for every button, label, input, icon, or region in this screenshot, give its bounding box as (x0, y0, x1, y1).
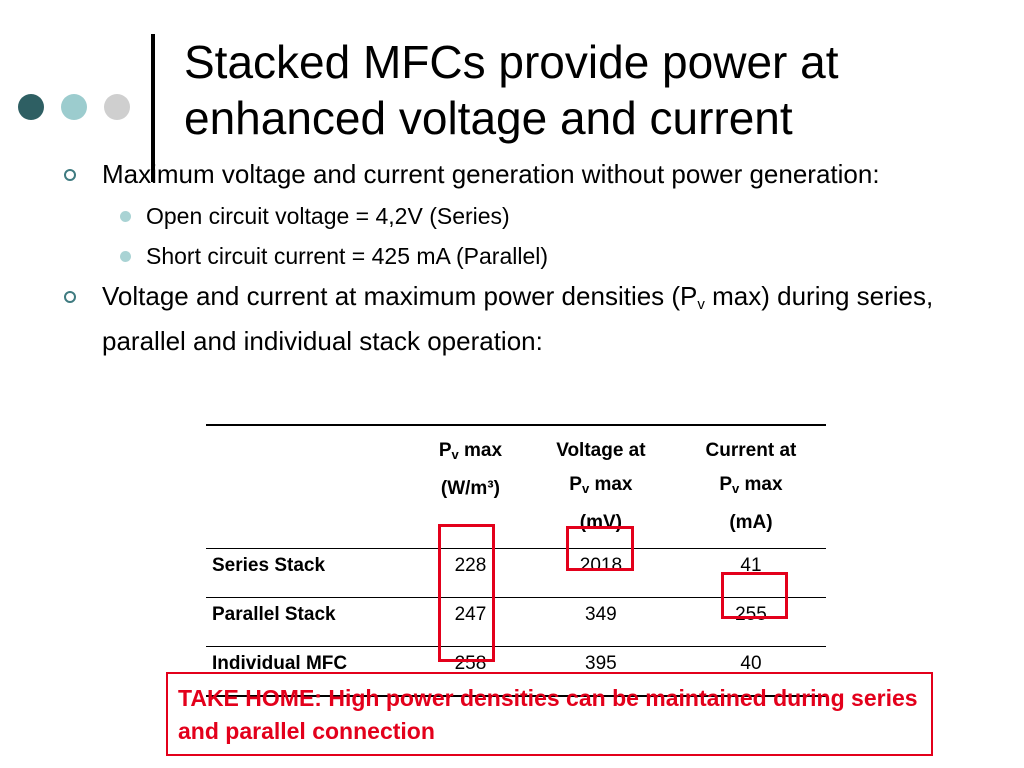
header-text: P (569, 474, 582, 495)
bullet-list (62, 156, 982, 363)
header-empty (206, 425, 415, 549)
highlight-pv-column (438, 524, 495, 662)
header-text: P (719, 474, 733, 495)
bullet-text (102, 281, 933, 356)
bullet-dot-icon (120, 251, 131, 262)
sub-bullet-text: Open circuit voltage = 4,2V (Series) (146, 203, 510, 229)
header-unit: (mV) (579, 512, 622, 533)
bullet-dot-icon (120, 211, 131, 222)
header-text: max (589, 474, 633, 495)
bullet-text: Maximum voltage and current generation without power generation: (102, 159, 880, 189)
header-text: Voltage at (556, 440, 646, 461)
cell-voltage: 349 (585, 604, 617, 625)
cell-pv: 247 (454, 604, 487, 625)
dot-grey-icon (104, 94, 130, 120)
results-table (206, 424, 826, 697)
subscript: v (581, 481, 590, 496)
bullet-ring-icon (64, 291, 76, 303)
highlight-series-voltage (566, 526, 634, 571)
bullet-item (62, 278, 982, 359)
header-text: P (438, 440, 452, 461)
dot-light-icon (61, 94, 87, 120)
row-label: Parallel Stack (212, 604, 336, 625)
header-unit: (W/m³) (440, 478, 500, 499)
cell-pv: 228 (454, 555, 487, 576)
bullet-text-part: Voltage and current at maximum power densities (P (102, 281, 698, 311)
sub-bullet-text: Short circuit current = 425 mA (Parallel) (146, 243, 549, 269)
bullet-text-part: max) during series, parallel and individual stack operation: (102, 281, 934, 356)
cell-current: 255 (735, 604, 767, 625)
sub-bullet-item (62, 236, 982, 276)
header-current (676, 425, 826, 549)
header-text: Current at (705, 440, 797, 461)
cell-current: 40 (740, 653, 762, 674)
bullet-item (62, 156, 982, 192)
cell-current: 41 (740, 555, 762, 576)
cell-voltage: 2018 (579, 555, 623, 576)
subscript: v (697, 296, 705, 313)
sub-bullet-item (62, 196, 982, 236)
table-header-row (206, 425, 826, 549)
header-unit: (mA) (729, 512, 773, 533)
row-label: Series Stack (212, 555, 326, 576)
header-text: max (458, 440, 503, 461)
takehome-box: TAKE HOME: High power densities can be maintained during series and parallel connection (166, 672, 933, 756)
header-text: max (739, 474, 783, 495)
row-label: Individual MFC (212, 653, 348, 674)
subscript: v (732, 481, 740, 496)
dot-dark-icon (18, 94, 44, 120)
slide-title: Stacked MFCs provide power at enhanced voltage and current (184, 36, 839, 144)
highlight-parallel-current (721, 572, 788, 619)
subscript: v (451, 447, 459, 462)
bullet-ring-icon (64, 169, 76, 181)
cell-voltage: 395 (585, 653, 617, 674)
cell-pv: 258 (454, 653, 487, 674)
